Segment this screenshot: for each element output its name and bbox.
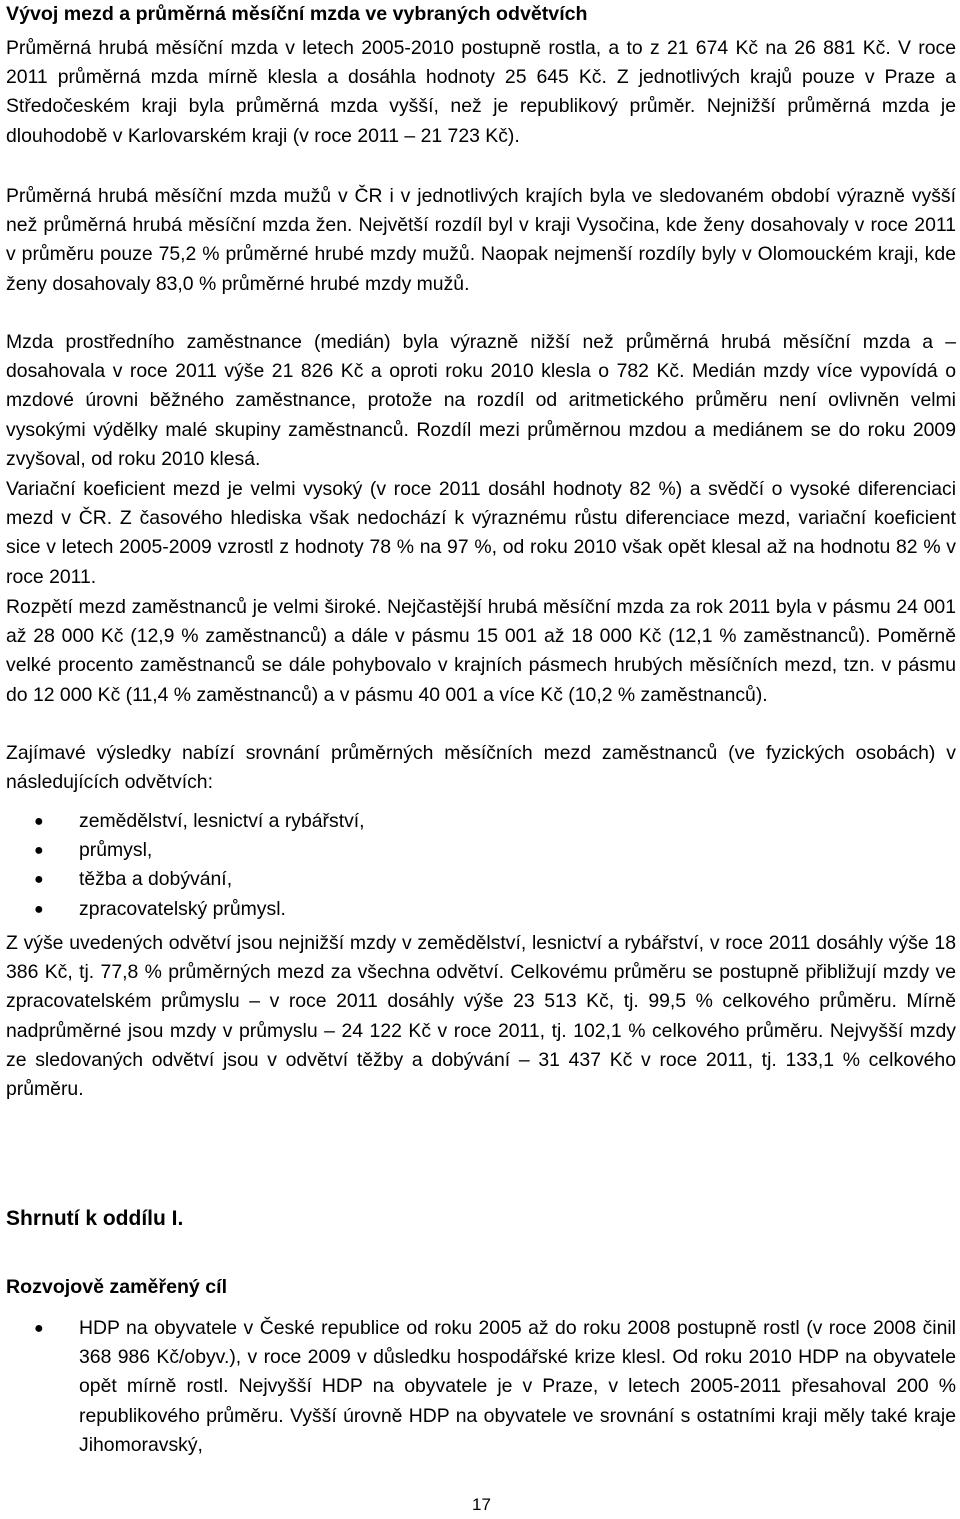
paragraph-text: Rozpětí mezd zaměstnanců je velmi široké. Nejčastější hrubá měsíční mzda za rok 2011 byla v pásmu 24 001 až 28 000 Kč (12,9 % zaměstnanců) a dále v pásmu 15 001 až 18 000 Kč (12,1 % zaměstnanců). Poměrně velké procento zaměstnanců se dále pohybovalo v krajních pásmech hrubých měsíčních mezd, tzn. v pásmu do 12 000 Kč (11,4 % zaměstnanců) a v pásmu 40 001 a více Kč (10,2 % zaměstnanců). xyxy=(6,596,956,706)
paragraph-sector-comparison xyxy=(6,929,956,1104)
paragraph-sector-intro xyxy=(6,739,956,797)
paragraph-median-wage xyxy=(6,328,956,474)
bullet-icon: ● xyxy=(34,842,44,860)
bullet-icon: ● xyxy=(34,813,44,830)
section-title: Vývoj mezd a průměrná měsíční mzda ve vybraných odvětvích xyxy=(6,3,588,25)
list-item: ● těžba a dobývání, xyxy=(6,865,956,894)
bullet-icon: ● xyxy=(34,1320,44,1337)
paragraph-wage-range xyxy=(6,593,956,710)
list-item: ● zemědělství, lesnictví a rybářství, xyxy=(6,807,956,836)
paragraph-average-wage xyxy=(6,34,956,151)
paragraph-text: Mzda prostředního zaměstnance (medián) byla výrazně nižší než průměrná hrubá měsíční mzda a – dosahovala v roce 2011 výše 21 826 Kč a oproti roku 2010 klesla o 782 Kč. Medián mzdy více vypovídá o mzdové úrovni běžného zaměstnance, protože na rozdíl od aritmetického průměru není ovlivněn velmi vysokými výdělky malé skupiny zaměstnanců. Rozdíl mezi průměrnou mzdou a mediánem se do roku 2009 zvyšoval, od roku 2010 klesá. xyxy=(6,331,956,470)
summary-heading: Shrnutí k oddílu I. xyxy=(6,1207,184,1230)
paragraph-text: Zajímavé výsledky nabízí srovnání průměrných měsíčních mezd zaměstnanců (ve fyzických osobách) v následujících odvětvích: xyxy=(6,742,956,794)
list-item: ● HDP na obyvatele v České republice od roku 2005 až do roku 2008 postupně rostl (v roce 2008 činil 368 986 Kč/obyv.), v roce 2009 v důsledku hospodářské krize klesl. Od roku 2010 HDP na obyvatele opět mírně rostl. Nejvyšší HDP na obyvatele je v Praze, v letech 2005-2011 přesahoval 200 % republikového průměru. Vyšší úrovně HDP na obyvatele ve srovnání s ostatními kraji měly také kraje Jihomoravský, xyxy=(6,1314,956,1460)
goal-heading: Rozvojově zaměřený cíl xyxy=(6,1276,228,1298)
paragraph-text: Průměrná hrubá měsíční mzda v letech 2005-2010 postupně rostla, a to z 21 674 Kč na 26 881 Kč. V roce 2011 průměrná mzda mírně klesla a dosáhla hodnoty 25 645 Kč. Z jednotlivých krajů pouze v Praze a Středočeském kraji byla průměrná mzda vyšší, než je republikový průměr. Nejnižší průměrná mzda je dlouhodobě v Karlovarském kraji (v roce 2011 – 21 723 Kč). xyxy=(6,37,956,147)
bullet-icon: ● xyxy=(34,900,44,918)
list-item: ● průmysl, xyxy=(6,836,956,865)
paragraph-gender-gap xyxy=(6,182,956,299)
page-number: 17 xyxy=(472,1495,491,1514)
paragraph-text: Variační koeficient mezd je velmi vysoký (v roce 2011 dosáhl hodnoty 82 %) a svědčí o vysoké diferenciaci mezd v ČR. Z časového hlediska však nedochází k výraznému růstu diferenciace mezd, variační koeficient sice v letech 2005-2009 vzrostl z hodnoty 78 % na 97 %, od roku 2010 však opět klesal až na hodnotu 82 % v roce 2011. xyxy=(6,478,956,588)
paragraph-variation-coefficient xyxy=(6,475,956,592)
goal-list xyxy=(6,1314,956,1460)
sector-list xyxy=(6,807,956,924)
paragraph-text: Průměrná hrubá měsíční mzda mužů v ČR i v jednotlivých krajích byla ve sledovaném období výrazně vyšší než průměrná hrubá měsíční mzda žen. Největší rozdíl byl v kraji Vysočina, kde ženy dosahovaly v roce 2011 v průměru pouze 75,2 % průměrné hrubé mzdy mužů. Naopak nejmenší rozdíly byly v Olomouckém kraji, kde ženy dosahovaly 83,0 % průměrné hrubé mzdy mužů. xyxy=(6,185,956,295)
paragraph-text: Z výše uvedených odvětví jsou nejnižší mzdy v zemědělství, lesnictví a rybářství, v roce 2011 dosáhly výše 18 386 Kč, tj. 77,8 % průměrných mezd za všechna odvětví. Celkovému průměru se postupně přibližují mzdy ve zpracovatelském průmyslu – v roce 2011 dosáhly výše 23 513 Kč, tj. 99,5 % celkového průměru. Mírně nadprůměrné jsou mzdy v průmyslu – 24 122 Kč v roce 2011, tj. 102,1 % celkového průměru. Nejvyšší mzdy ze sledovaných odvětví jsou v odvětví těžby a dobývání – 31 437 Kč v roce 2011, tj. 133,1 % celkového průměru. xyxy=(6,932,956,1101)
bullet-icon: ● xyxy=(34,871,44,889)
list-item: ● zpracovatelský průmysl. xyxy=(6,895,956,924)
